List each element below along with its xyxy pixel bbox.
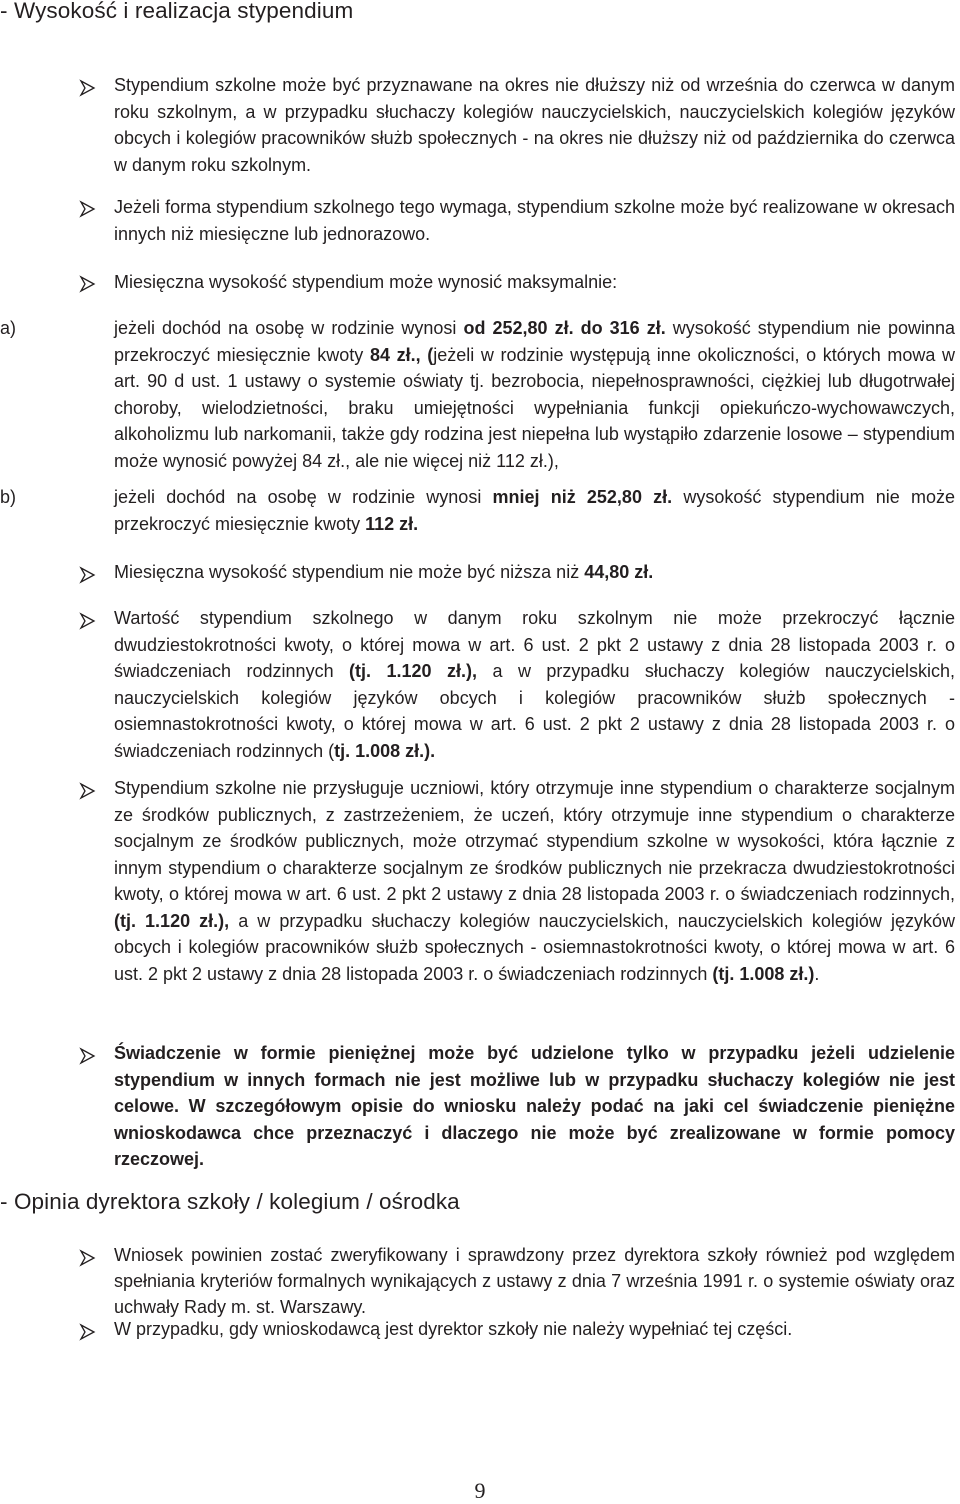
list-label-a: a) — [0, 318, 17, 338]
bullet-wysokosc-min: Miesięczna wysokość stypendium nie może być niższa niż 44,80 zł. — [114, 562, 654, 582]
section-title-opinia: - Opinia dyrektora szkoły / kolegium / ośrodka — [0, 1189, 460, 1214]
arrowhead-bullet-icon — [79, 1323, 97, 1341]
bullet-okres-stypendium: Stypendium szkolne może być przyznawane na okres nie dłuższy niż od września do czerwca w danym roku szkolnym, a w przypadku słuchaczy kolegiów nauczycielskich, nauczycielskich kolegiów języków obcych i kolegiów pracowników służb społecznych - na okres nie dłuższy niż od października do czerwca w danym roku szkolnym. — [114, 75, 955, 175]
arrowhead-bullet-icon — [79, 566, 97, 584]
bullet-inne-stypendium: Stypendium szkolne nie przysługuje uczniowi, który otrzymuje inne stypendium o charakterze socjalnym ze środków publicznych, z zastrzeżeniem, że uczeń, który otrzymuje inne stypendium o charakterze socjalnym ze środków publicznych, może otrzymać stypendium szkolne w wysokości, która łącznie z innym stypendium o charakterze socjalnym ze środków publicznych nie przekracza dwudziestokrotności kwoty, o której mowa w art. 6 ust. 2 pkt 2 ustawy z dnia 28 listopada 2003 r. o świadczeniach rodzinnych, (tj. 1.120 zł.), a w przypadku słuchaczy kolegiów nauczycielskich, nauczycielskich kolegiów języków obcych i kolegiów pracowników służb społecznych - osiemnastokrotności kwoty, o której mowa w art. 6 ust. 2 pkt 2 ustawy z dnia 28 listopada 2003 r. o świadczeniach rodzinnych (tj. 1.008 zł.). — [114, 778, 955, 984]
list-label-b: b) — [0, 487, 17, 507]
section-title-wysokosc: - Wysokość i realizacja stypendium — [0, 0, 354, 23]
page-number: 9 — [474, 1478, 486, 1503]
bullet-forma-stypendium: Jeżeli forma stypendium szkolnego tego wymaga, stypendium szkolne może być realizowane w okresach innych niż miesięczne lub jednorazowo. — [114, 197, 955, 244]
arrowhead-bullet-icon — [79, 782, 97, 800]
arrowhead-bullet-icon — [79, 79, 97, 97]
arrowhead-bullet-icon — [79, 1047, 97, 1065]
bullet-swiadczenie-pieniezne: Świadczenie w formie pieniężnej może być udzielone tylko w przypadku jeżeli udzielenie stypendium w innych formach nie jest możliwe lub w przypadku słuchaczy kolegiów nie jest celowe. W szczegółowym opisie do wniosku należy podać na jaki cel świadczenie pieniężne wnioskodawca chce przeznaczyć i dlaczego nie może być zrealizowane w formie pomocy rzeczowej. — [114, 1043, 955, 1169]
bullet-weryfikacja-wniosku: Wniosek powinien zostać zweryfikowany i sprawdzony przez dyrektora szkoły również pod względem spełniania kryteriów formalnych wynikających z ustawy z dnia 7 września 1991 r. o systemie oświaty oraz uchwały Rady m. st. Warszawy. — [114, 1245, 955, 1317]
arrowhead-bullet-icon — [79, 200, 97, 218]
arrowhead-bullet-icon — [79, 612, 97, 630]
item-b-text: jeżeli dochód na osobę w rodzinie wynosi mniej niż 252,80 zł. wysokość stypendium nie może przekroczyć miesięcznie kwoty 112 zł. — [114, 487, 956, 534]
arrowhead-bullet-icon — [79, 1249, 97, 1267]
bullet-wartosc-stypendium: Wartość stypendium szkolnego w danym roku szkolnym nie może przekroczyć łącznie dwudziestokrotności kwoty, o której mowa w art. 6 ust. 2 pkt 2 ustawy z dnia 28 listopada 2003 r. o świadczeniach rodzinnych (tj. 1.120 zł.), a w przypadku słuchaczy kolegiów nauczycielskich, nauczycielskich kolegiów języków obcych i kolegiów pracowników służb społecznych - osiemnastokrotności kwoty, o której mowa w art. 6 ust. 2 pkt 2 ustawy z dnia 28 listopada 2003 r. o świadczeniach rodzinnych (tj. 1.008 zł.). — [114, 608, 955, 761]
arrowhead-bullet-icon — [79, 275, 97, 293]
bullet-wysokosc-max: Miesięczna wysokość stypendium może wynosić maksymalnie: — [114, 272, 618, 292]
bullet-dyrektor-wnioskodawca: W przypadku, gdy wnioskodawcą jest dyrektor szkoły nie należy wypełniać tej części. — [114, 1319, 793, 1339]
item-a-text: jeżeli dochód na osobę w rodzinie wynosi od 252,80 zł. do 316 zł. wysokość stypendium nie powinna przekroczyć miesięcznie kwoty 84 zł., (jeżeli w rodzinie występują inne okoliczności, o których mowa w art. 90 d ust. 1 ustawy o systemie oświaty tj. bezrobocia, niepełnosprawności, ciężkiej lub długotrwałej choroby, wielodzietności, braku umiejętności wypełniania funkcji opiekuńczo-wychowawczych, alkoholizmu lub narkomanii, także gdy rodzina jest niepełna lub wystąpiło zdarzenie losowe – stypendium może wynosić powyżej 84 zł., ale nie więcej niż 112 zł.), — [114, 318, 956, 471]
